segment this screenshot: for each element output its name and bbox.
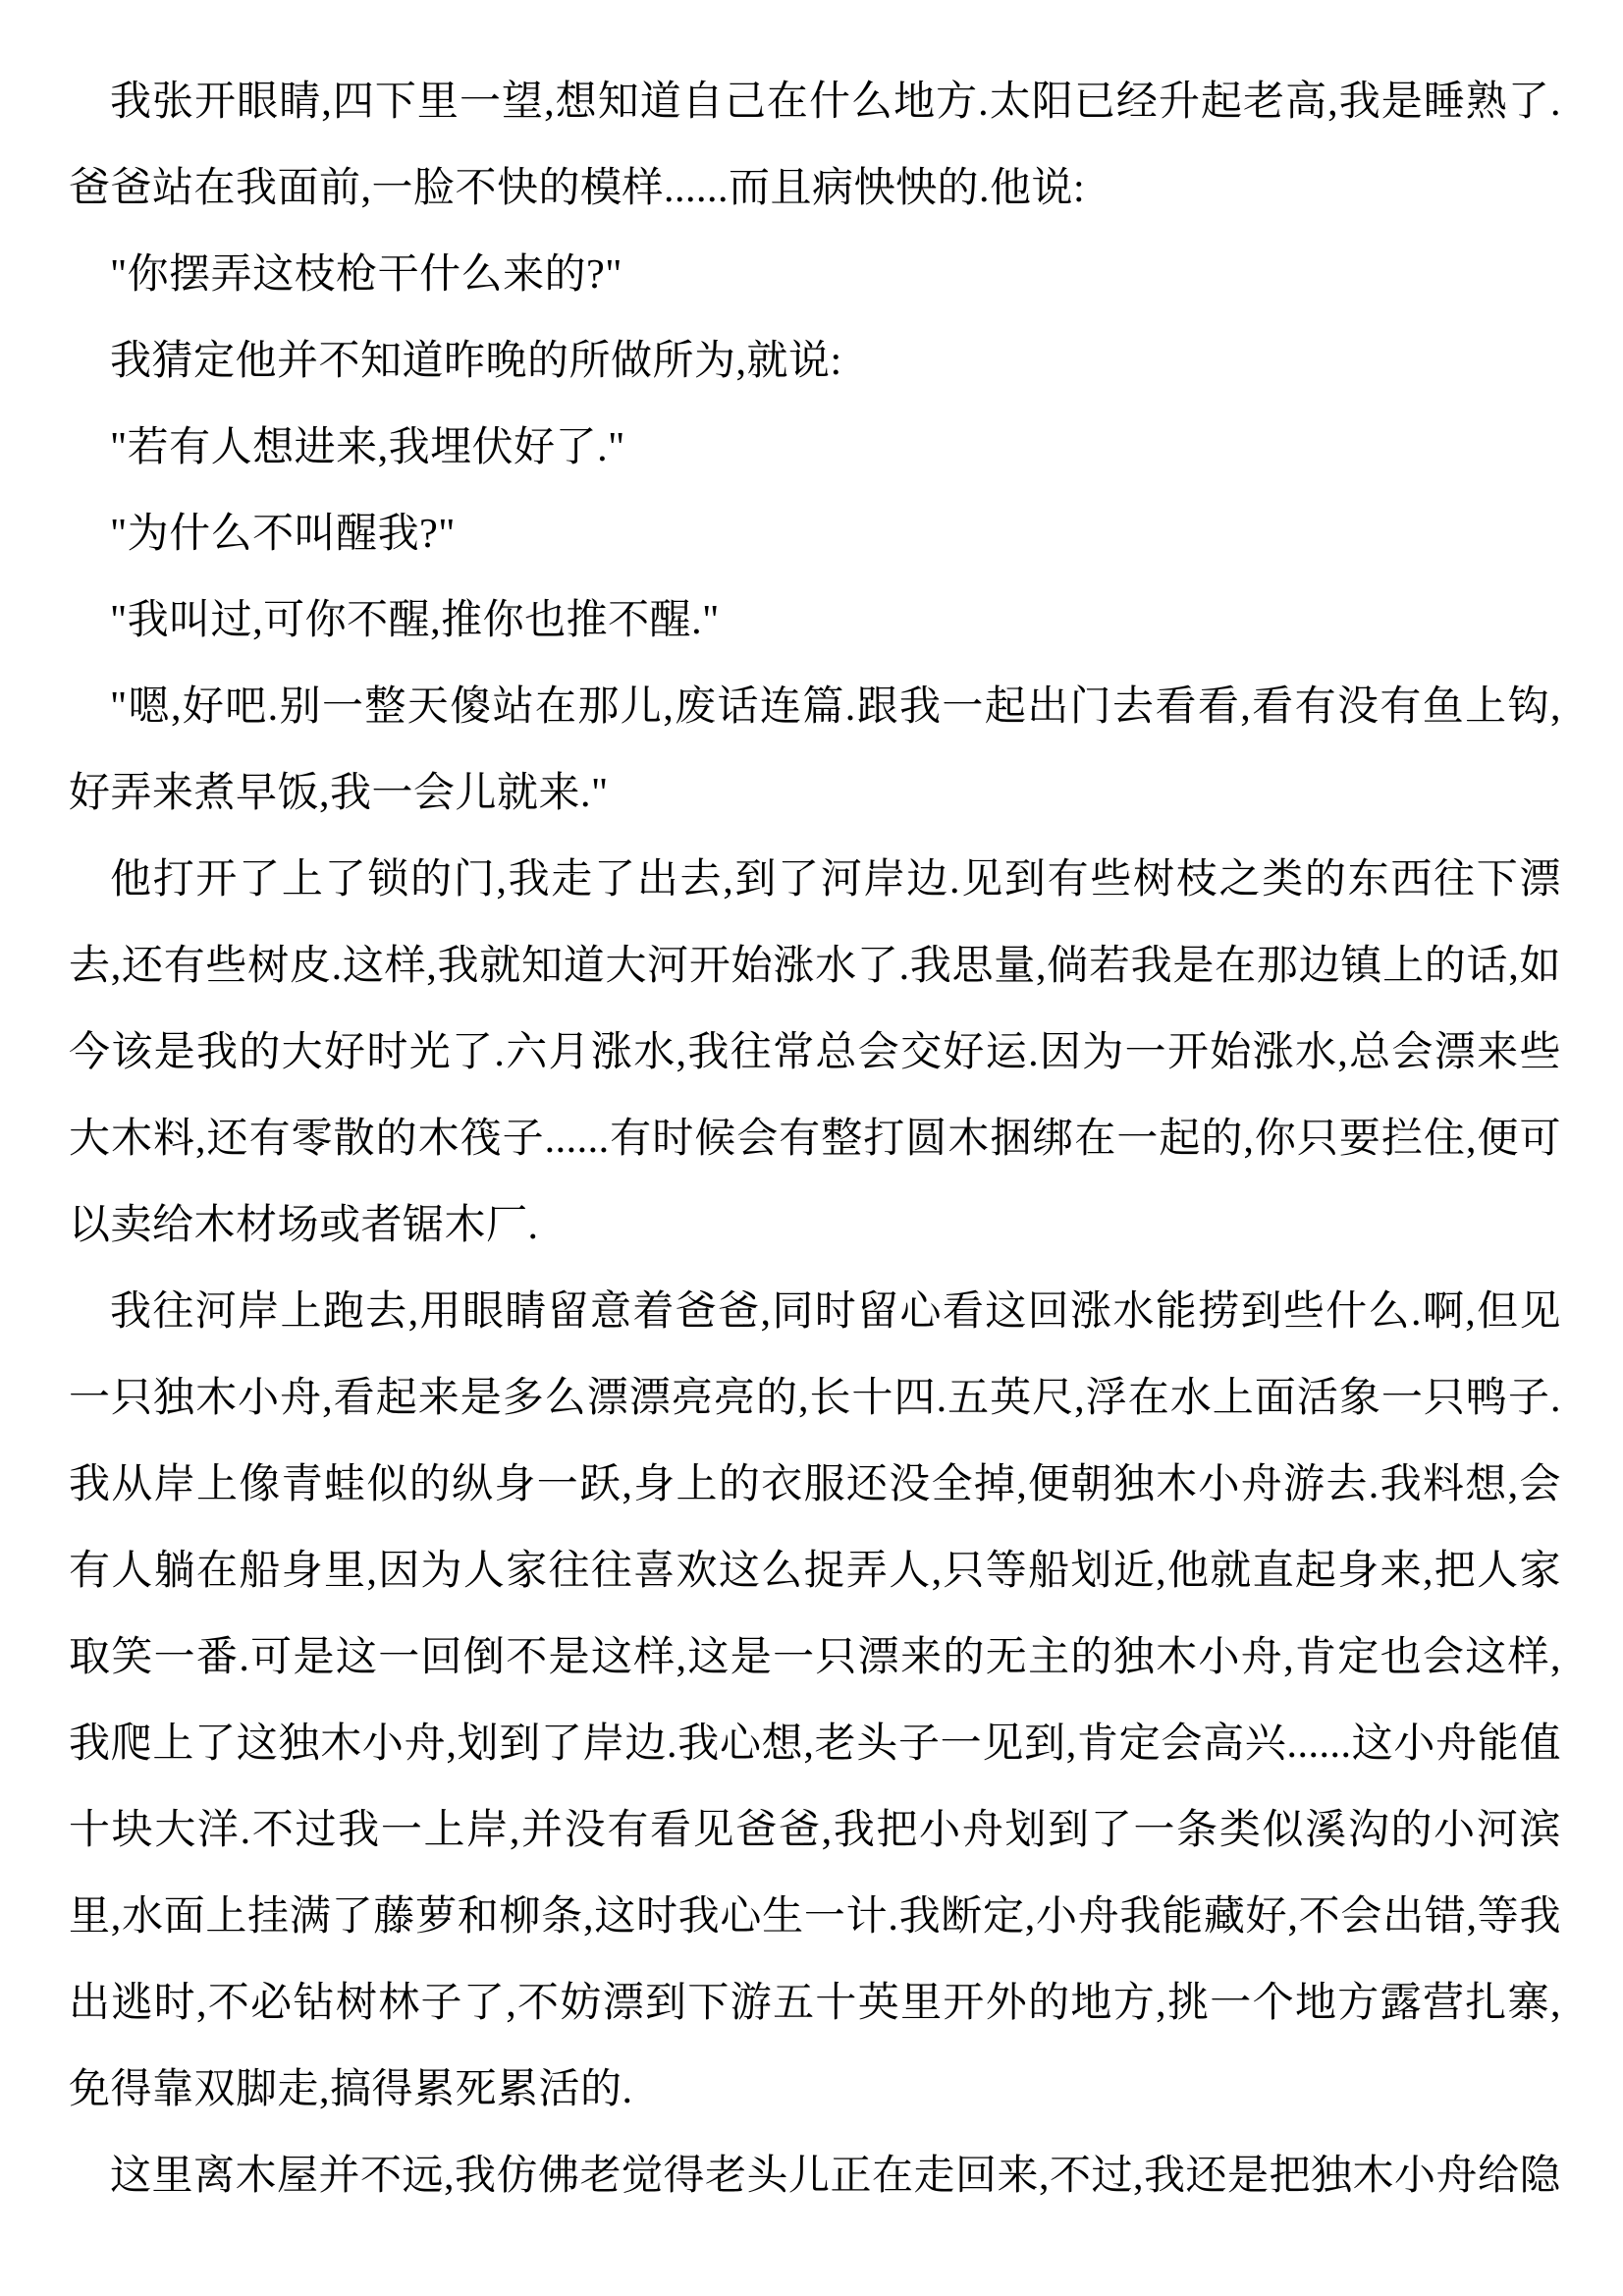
paragraph: 他打开了上了锁的门,我走了出去,到了河岸边.见到有些树枝之类的东西往下漂去,还有些树皮.这样,我就知道大河开始涨水了.我思量,倘若我是在那边镇上的话,如今该是我的大好时光了.六月涨水,我往常总会交好运.因为一开始涨水,总会漂来些大木料,还有零散的木筏子......有时候会有整打圆木捆绑在一起的,你只要拦住,便可以卖给木材场或者锯木厂. [69,857,1561,1248]
paragraph-dialogue: "若有人想进来,我埋伏好了." [110,425,625,470]
paragraph: 我往河岸上跑去,用眼睛留意着爸爸,同时留心看这回涨水能捞到些什么.啊,但见一只独木小舟,看起来是多么漂漂亮亮的,长十四.五英尺,浮在水上面活象一只鸭子.我从岸上像青蛙似的纵身一跃,身上的衣服还没全掉,便朝独木小舟游去.我料想,会有人躺在船身里,因为人家往往喜欢这么捉弄人,只等船划近,他就直起身来,把人家取笑一番.可是这一回倒不是这样,这是一只漂来的无主的独木小舟,肯定也会这样,我爬上了这独木小舟,划到了岸边.我心想,老头子一见到,肯定会高兴......这小舟能值十块大洋.不过我一上岸,并没有看见爸爸,我把小舟划到了一条类似溪沟的小河滨里,水面上挂满了藤萝和柳条,这时我心生一计.我断定,小舟我能藏好,不会出错,等我出逃时,不必钻树林子了,不妨漂到下游五十英里开外的地方,挑一个地方露营扎寨,免得靠双脚走,搞得累死累活的. [69,1289,1561,2112]
paragraph: 我猜定他并不知道昨晚的所做所为,就说: [110,339,842,384]
paragraph: 这里离木屋并不远,我仿佛老觉得老头儿正在走回来,不过,我还是把独木小舟给隐 [110,2154,1562,2199]
paragraph-dialogue: "我叫过,可你不醒,推你也推不醒." [110,598,720,643]
paragraph-dialogue: "嗯,好吧.别一整天傻站在那儿,废话连篇.跟我一起出门去看看,看有没有鱼上钩,好弄来煮早饭,我一会儿就来." [69,684,1561,816]
paragraph: 我张开眼睛,四下里一望,想知道自己在什么地方.太阳已经升起老高,我是睡熟了.爸爸站在我面前,一脸不快的模样......而且病怏怏的.他说: [69,80,1561,211]
paragraph-dialogue: "你摆弄这枝枪干什么来的?" [110,252,622,298]
paragraph-dialogue: "为什么不叫醒我?" [110,512,456,557]
